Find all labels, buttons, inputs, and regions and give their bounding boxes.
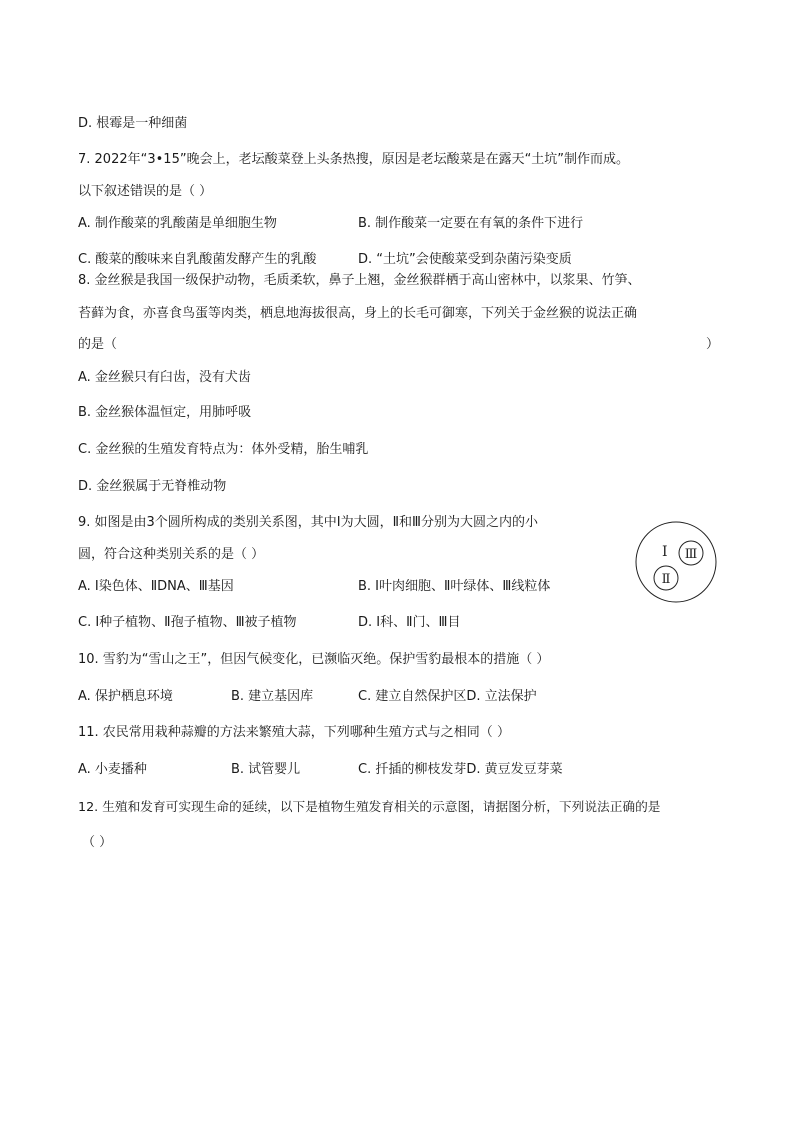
q7-option-d: D. “土坑”会使酸菜受到杂菌污染变质 — [358, 252, 572, 267]
q9-option-c: C. Ⅰ种子植物、Ⅱ孢子植物、Ⅲ被子植物 — [78, 615, 297, 630]
big-circle-label: Ⅰ — [662, 544, 668, 560]
q11-stem: 11. 农民常用栽种蒜瓣的方法来繁殖大蒜，下列哪种生殖方式与之相同（ ） — [78, 725, 510, 740]
q9-option-d: D. Ⅰ科、Ⅱ门、Ⅲ目 — [358, 615, 461, 630]
q7-stem-line-2: 以下叙述错误的是（ ） — [78, 184, 213, 199]
q7-option-b: B. 制作酸菜一定要在有氧的条件下进行 — [358, 216, 584, 231]
category-relation-diagram — [634, 520, 718, 604]
q11-option-a: A. 小麦播种 — [78, 762, 147, 777]
q10-stem: 10. 雪豹为“雪山之王”，但因气候变化，已濒临灭绝。保护雪豹最根本的措施（ ） — [78, 652, 550, 667]
q8-stem-line-3: 的是（ — [78, 337, 118, 352]
q10-option-b: B. 建立基因库 — [231, 689, 314, 704]
q7-stem-line-1: 7. 2022年“3•15”晚会上，老坛酸菜登上头条热搜，原因是老坛酸菜是在露天“土坑”制作而成。 — [78, 152, 630, 167]
q9-option-b: B. Ⅰ叶肉细胞、Ⅱ叶绿体、Ⅲ线粒体 — [358, 579, 551, 594]
q8-stem-line-1: 8. 金丝猴是我国一级保护动物，毛质柔软，鼻子上翘，金丝猴群栖于高山密林中，以浆果、竹笋、 — [78, 273, 641, 288]
q7-option-c: C. 酸菜的酸味来自乳酸菌发酵产生的乳酸 — [78, 252, 317, 267]
q9-stem-line-1: 9. 如图是由3个圆所构成的类别关系图，其中Ⅰ为大圆，Ⅱ和Ⅲ分别为大圆之内的小 — [78, 515, 539, 530]
q8-option-a: A. 金丝猴只有臼齿，没有犬齿 — [78, 370, 251, 385]
q8-option-c: C. 金丝猴的生殖发育特点为：体外受精，胎生哺乳 — [78, 442, 369, 457]
q9-option-a: A. Ⅰ染色体、ⅡDNA、Ⅲ基因 — [78, 579, 234, 594]
big-circle — [636, 522, 716, 602]
small-circle-ii-label: Ⅱ — [661, 572, 671, 587]
q11-option-cd: C. 扦插的柳枝发芽D. 黄豆发豆芽菜 — [358, 762, 563, 777]
q10-option-cd: C. 建立自然保护区D. 立法保护 — [358, 689, 537, 704]
q11-option-b: B. 试管婴儿 — [231, 762, 301, 777]
q12-stem-line-2: （ ） — [82, 835, 113, 850]
q12-stem-line-1: 12. 生殖和发育可实现生命的延续，以下是植物生殖发育相关的示意图，请据图分析，下列说法正确的是 — [78, 799, 661, 814]
q10-option-a: A. 保护栖息环境 — [78, 689, 173, 704]
q8-option-b: B. 金丝猴体温恒定，用肺呼吸 — [78, 405, 252, 420]
q8-stem-line-2: 苔藓为食，亦喜食鸟蛋等肉类，栖息地海拔很高，身上的长毛可御寒，下列关于金丝猴的说法正确 — [78, 306, 638, 321]
q9-stem-line-2: 圆，符合这种类别关系的是（ ） — [78, 547, 265, 562]
q6-option-d: D. 根霉是一种细菌 — [78, 116, 188, 131]
q7-option-a: A. 制作酸菜的乳酸菌是单细胞生物 — [78, 216, 277, 231]
q8-stem-line-3-right: ） — [706, 337, 720, 352]
small-circle-iii-label: Ⅲ — [684, 547, 698, 562]
q8-option-d: D. 金丝猴属于无脊椎动物 — [78, 479, 227, 494]
